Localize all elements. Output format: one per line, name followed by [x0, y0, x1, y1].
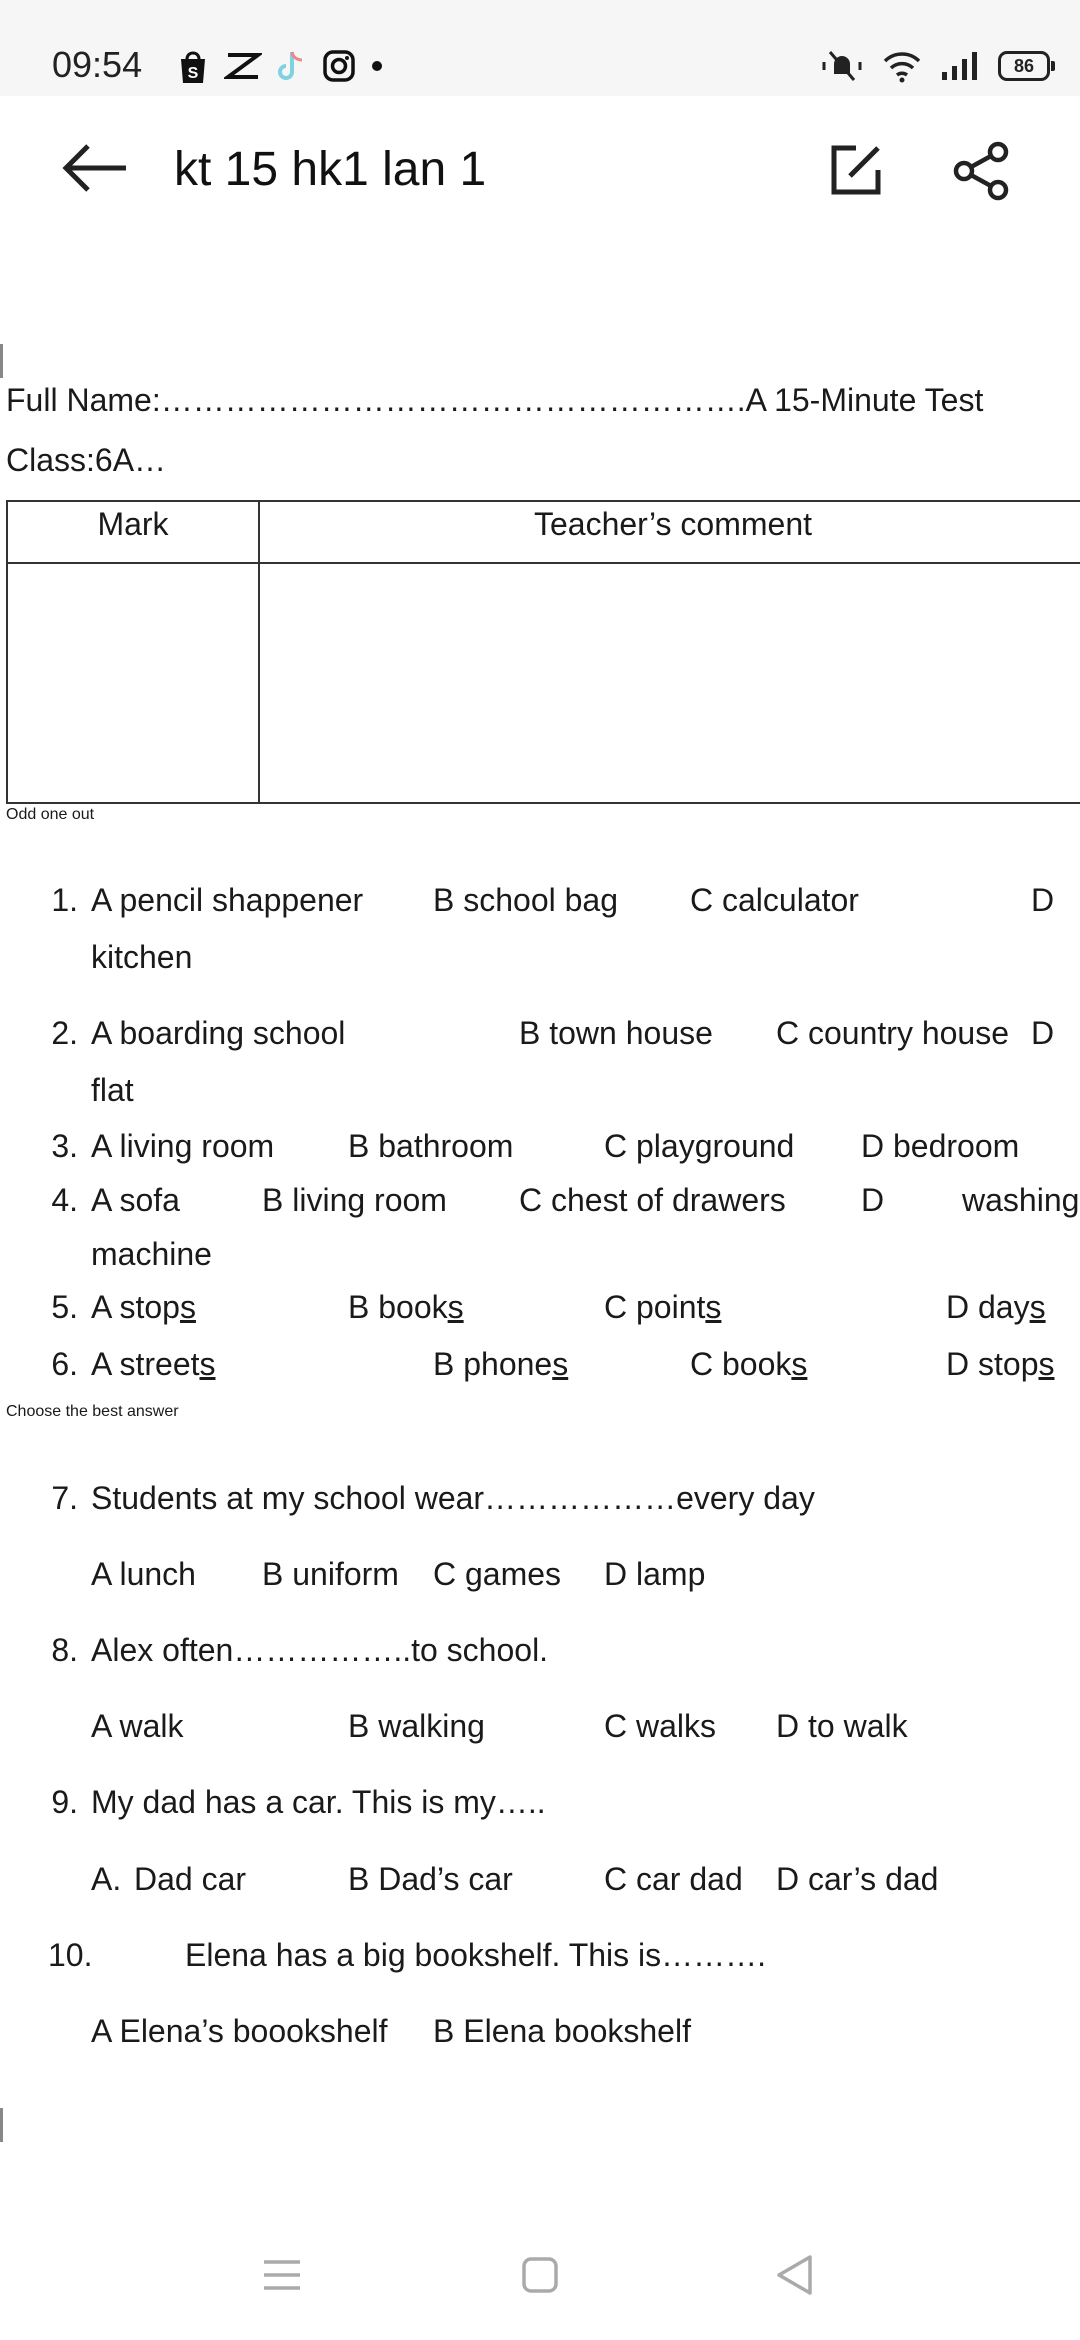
option-b: B Dad’s car: [348, 1861, 513, 1897]
option-a: A Elena’s boookshelf: [91, 2013, 388, 2049]
question-2-wrap: [0, 1072, 1080, 1118]
option-a: [91, 1346, 216, 1383]
option-c: C chest of drawers: [519, 1182, 786, 1218]
instagram-icon: [322, 49, 356, 83]
option-d-text: flat: [91, 1072, 134, 1108]
option-a: Dad car: [134, 1861, 247, 1897]
question-number: 4.: [51, 1182, 78, 1218]
option-c: C walks: [604, 1708, 717, 1744]
option-b: [348, 1289, 464, 1326]
page-edge-mark: [0, 2108, 3, 2142]
option-a: A lunch: [91, 1556, 196, 1592]
battery-indicator: 86: [998, 51, 1050, 81]
wifi-icon: [882, 49, 922, 83]
option-d: D: [1031, 882, 1055, 918]
option-c-text: C book: [690, 1346, 792, 1382]
grade-table: [6, 500, 1080, 804]
option-d: [946, 1346, 1054, 1383]
option-c-ending: s: [705, 1289, 722, 1325]
option-d-ending: s: [1038, 1346, 1055, 1382]
question-number: 2.: [51, 1015, 78, 1051]
navigation-bar: [0, 2220, 1080, 2340]
option-a-text: A stop: [91, 1289, 180, 1325]
system-icons: [820, 46, 1050, 86]
option-d: D: [861, 1182, 885, 1218]
option-b: B school bag: [433, 882, 619, 918]
edit-icon[interactable]: [826, 140, 886, 200]
status-time: 09:54: [52, 44, 143, 85]
option-a-ending: s: [199, 1346, 216, 1382]
table-divider: [258, 502, 260, 802]
question-7-options: [0, 1556, 1080, 1602]
option-c-text: C point: [604, 1289, 706, 1325]
question-number: 10.: [48, 1937, 93, 1973]
question-number: 6.: [51, 1346, 78, 1382]
back-icon[interactable]: [774, 2254, 814, 2296]
option-b: [433, 1346, 568, 1383]
option-d: D car’s dad: [776, 1861, 939, 1897]
option-d: [946, 1289, 1046, 1326]
dot-icon: [370, 59, 384, 73]
capcut-icon: [224, 51, 262, 81]
teacher-comment-header: Teacher’s comment: [533, 506, 813, 542]
question-4: [0, 1182, 1080, 1228]
option-c: [604, 1289, 721, 1326]
option-a: A sofa: [91, 1182, 180, 1218]
section-choose-best-answer: Choose the best answer: [6, 1403, 179, 1420]
question-3: [0, 1128, 1080, 1174]
signal-icon: [940, 50, 980, 82]
mark-header: Mark: [97, 506, 169, 542]
option-d: D to walk: [776, 1708, 908, 1744]
option-c: C country house: [776, 1015, 1010, 1051]
back-arrow-icon[interactable]: [60, 138, 132, 198]
status-bar: [0, 0, 1080, 96]
question-number: 5.: [51, 1289, 78, 1325]
option-a: A pencil shappener: [91, 882, 364, 918]
question-number: 3.: [51, 1128, 78, 1164]
option-a-ending: s: [179, 1289, 196, 1325]
question-stem: Elena has a big bookshelf. This is……….: [185, 1937, 767, 1973]
option-b: B Elena bookshelf: [433, 2013, 691, 2049]
question-number: 8.: [51, 1632, 78, 1668]
option-a-label: A.: [91, 1861, 122, 1897]
question-1: [0, 882, 1080, 928]
question-8: [0, 1632, 1080, 1678]
document-title: kt 15 hk1 lan 1: [174, 143, 487, 196]
option-c: C calculator: [690, 882, 859, 918]
mute-icon: [820, 48, 864, 84]
question-stem: My dad has a car. This is my…..: [91, 1784, 546, 1820]
share-icon[interactable]: [950, 140, 1012, 202]
svg-text:S: S: [187, 65, 199, 82]
option-d-text: washing: [962, 1182, 1080, 1218]
question-2: [0, 1015, 1080, 1061]
question-8-options: [0, 1708, 1080, 1754]
option-d-text: D stop: [946, 1346, 1039, 1382]
option-d-text-2: machine: [91, 1236, 212, 1272]
question-6: [0, 1346, 1080, 1392]
option-b: B living room: [262, 1182, 447, 1218]
page-edge-mark: [0, 344, 3, 378]
full-name-line: Full Name:……………………………………………….A 15-Minute Test: [6, 382, 984, 418]
class-line: Class:6A…: [6, 442, 167, 478]
option-c: [690, 1346, 807, 1383]
option-b: B bathroom: [348, 1128, 514, 1164]
question-7: [0, 1480, 1080, 1526]
question-number: 7.: [51, 1480, 78, 1516]
app-bar: [0, 96, 1080, 246]
question-stem: Students at my school wear………………every day: [91, 1480, 815, 1516]
question-number: 9.: [51, 1784, 78, 1820]
question-4-wrap: [0, 1236, 1080, 1282]
notification-icons: [176, 46, 384, 86]
option-a: A boarding school: [91, 1015, 346, 1051]
question-5: [0, 1289, 1080, 1335]
option-a: [91, 1289, 196, 1326]
option-b-ending: s: [447, 1289, 464, 1325]
option-b: B uniform: [262, 1556, 399, 1592]
menu-icon[interactable]: [262, 2258, 302, 2292]
option-a: A living room: [91, 1128, 275, 1164]
option-d-text: kitchen: [91, 939, 193, 975]
option-b-text: B phone: [433, 1346, 553, 1382]
option-d-text: D day: [946, 1289, 1030, 1325]
option-c: C car dad: [604, 1861, 743, 1897]
tiktok-icon: [276, 48, 308, 84]
home-icon[interactable]: [521, 2256, 559, 2294]
option-b-text: B book: [348, 1289, 448, 1325]
question-10-options: [0, 2013, 1080, 2059]
option-d: D: [1031, 1015, 1055, 1051]
option-a: A walk: [91, 1708, 184, 1744]
option-d-ending: s: [1029, 1289, 1046, 1325]
option-b-ending: s: [552, 1346, 569, 1382]
option-a-text: A street: [91, 1346, 200, 1382]
section-odd-one-out: Odd one out: [6, 806, 95, 823]
option-d: D lamp: [604, 1556, 706, 1592]
question-10: [0, 1937, 1080, 1983]
shopee-icon: [176, 47, 210, 85]
option-b: B town house: [519, 1015, 713, 1051]
option-c-ending: s: [791, 1346, 808, 1382]
question-stem: Alex often……………..to school.: [91, 1632, 549, 1668]
option-c: C games: [433, 1556, 562, 1592]
question-9-options: [0, 1861, 1080, 1907]
option-c: C playground: [604, 1128, 795, 1164]
question-9: [0, 1784, 1080, 1830]
option-b: B walking: [348, 1708, 485, 1744]
option-d: D bedroom: [861, 1128, 1020, 1164]
question-number: 1.: [51, 882, 78, 918]
question-1-wrap: [0, 939, 1080, 985]
